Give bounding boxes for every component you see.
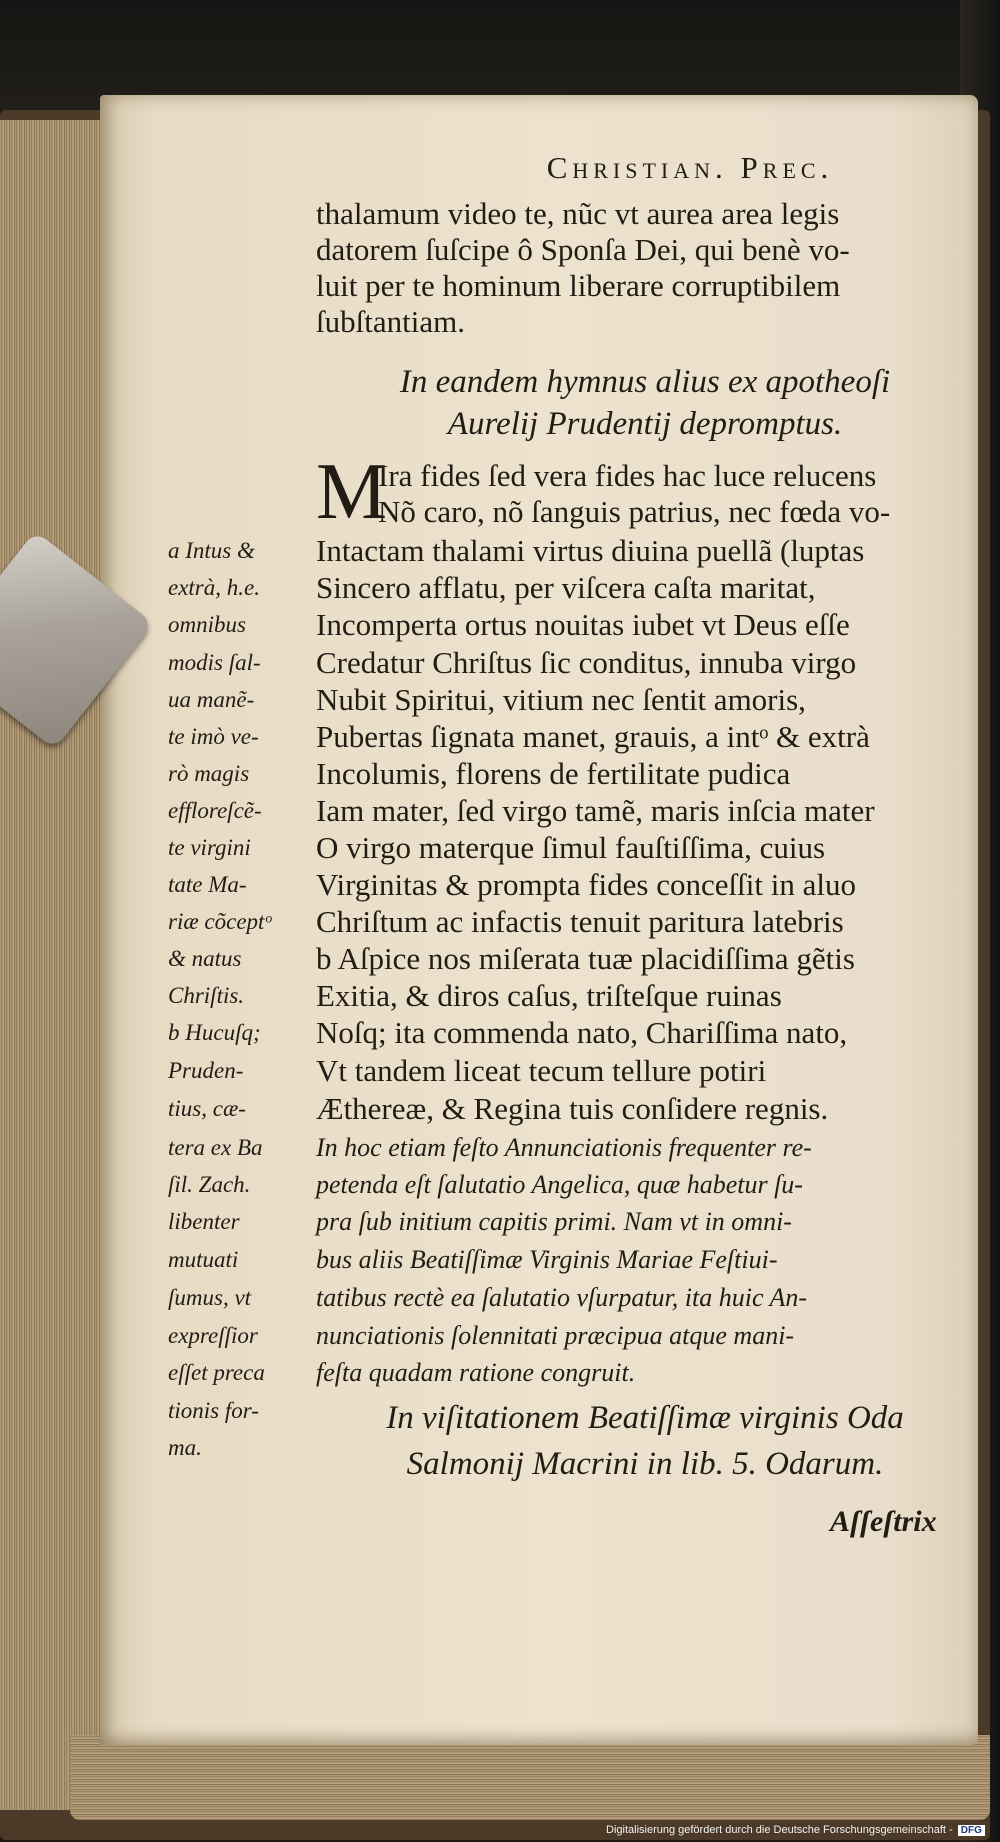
hymn-line: Incolumis, florens de fertilitate pudica [316, 756, 791, 791]
marginal-note: modis ſal- [168, 650, 261, 675]
hymn-line: Exitia, & diros caſus, triſteſque ruinas [316, 978, 782, 1013]
marginal-note: tionis for- [168, 1398, 259, 1423]
marginal-note: & natus [168, 946, 242, 971]
hymn-line: Noſq; ita commenda nato, Chariſſima nato, [316, 1015, 848, 1050]
text-line: ſubſtantiam. [316, 304, 465, 339]
credit-text: Digitalisierung gefördert durch die Deutsche Forschungsgemeinschaft - [606, 1824, 953, 1836]
marginal-note: tius, cæ- [168, 1096, 246, 1121]
hymn-line: Credatur Chriſtus ſic conditus, innuba virgo [316, 645, 857, 680]
hymn-line: Virginitas & prompta fides conceſſit in aluo [316, 867, 856, 902]
marginal-note: te imò ve- [168, 724, 259, 749]
text-line: thalamum video te, nũc vt aurea area legis [316, 196, 840, 231]
text-line: luit per te hominum liberare corruptibilem [316, 268, 841, 303]
marginal-note: te virgini [168, 835, 251, 860]
marginal-note: eſſet preca [168, 1360, 265, 1385]
note-line: In hoc etiam feſto Annunciationis frequenter re- [316, 1133, 812, 1162]
running-head: Christian. Prec. [546, 150, 834, 185]
section-heading: Salmonij Macrini in lib. 5. Odarum. [406, 1446, 884, 1482]
hymn-line: Nubit Spiritui, vitium nec ſentit amoris, [316, 682, 806, 717]
text-line: datorem ſuſcipe ô Sponſa Dei, qui benè vo- [316, 232, 850, 267]
section-heading: In eandem hymnus alius ex apotheoſi [399, 364, 891, 400]
hymn-line: Intactam thalami virtus diuina puellã (luptas [316, 533, 865, 568]
hymn-line: Iam mater, ſed virgo tamẽ, maris inſcia mater [316, 793, 875, 828]
hymn-line: Ira fides ſed vera fides hac luce relucens [378, 458, 877, 493]
marginal-note: tera ex Ba [168, 1135, 263, 1160]
marginal-note: effloreſcẽ- [168, 798, 262, 823]
dfg-logo: DFG [958, 1825, 985, 1836]
marginal-note: extrà, h.e. [168, 575, 260, 600]
marginal-note: expreſſior [168, 1323, 258, 1348]
hymn-line: Nõ caro, nõ ſanguis patrius, nec fœda vo- [378, 494, 891, 529]
marginal-note: omnibus [168, 612, 246, 637]
marginal-note: ma. [168, 1435, 202, 1460]
catchword: Aſſeſtrix [830, 1505, 937, 1538]
marginal-note: libenter [168, 1209, 240, 1234]
note-line: petenda eſt ſalutatio Angelica, quæ habetur ſu- [316, 1170, 803, 1199]
marginal-note: rò magis [168, 761, 250, 786]
marginal-note: a Intus & [168, 538, 255, 563]
marginal-note: tate Ma- [168, 872, 247, 897]
marginal-note: ſumus, vt [168, 1285, 252, 1310]
hymn-line: Incomperta ortus nouitas iubet vt Deus eſſe [316, 607, 850, 642]
drop-capital: M [316, 448, 388, 536]
marginal-note: Chriſtis. [168, 983, 245, 1008]
hymn-line: b Aſpice nos miſerata tuæ placidiſſima gẽtis [316, 941, 855, 976]
marginal-note: Pruden- [168, 1058, 244, 1083]
hymn-line: Æthereæ, & Regina tuis conſidere regnis. [316, 1091, 829, 1126]
section-heading: Aurelij Prudentij depromptus. [447, 406, 843, 442]
hymn-line: Pubertas ſignata manet, grauis, a intᵒ & extrà [316, 719, 870, 754]
note-line: bus aliis Beatiſſimæ Virginis Mariae Feſtiui- [316, 1245, 778, 1274]
marginal-note: ua manẽ- [168, 687, 255, 712]
marginal-note: mutuati [168, 1247, 239, 1272]
marginal-note: ſil. Zach. [168, 1172, 251, 1197]
note-line: pra ſub initium capitis primi. Nam vt in omni- [316, 1207, 792, 1236]
page-edges-bottom [70, 1735, 990, 1820]
hymn-line: O virgo materque ſimul fauſtiſſima, cuius [316, 830, 826, 865]
page-edges-left [0, 120, 102, 1810]
note-line: tatibus rectè ea ſalutatio vſurpatur, ita huic An- [316, 1283, 808, 1312]
hymn-line: Chriſtum ac infactis tenuit paritura latebris [316, 904, 844, 939]
marginal-note: b Hucuſq; [168, 1020, 261, 1045]
marginal-note: riæ cõceptᵒ [168, 909, 272, 934]
hymn-line: Vt tandem liceat tecum tellure potiri [316, 1053, 767, 1088]
hymn-line: Sincero afflatu, per viſcera caſta maritat, [316, 570, 816, 605]
note-line: feſta quadam ratione congruit. [316, 1358, 636, 1387]
section-heading: In viſitationem Beatiſſimæ virginis Oda [386, 1400, 904, 1436]
note-line: nunciationis ſolennitati præcipua atque mani- [316, 1321, 795, 1350]
digitization-credit [606, 1824, 985, 1836]
